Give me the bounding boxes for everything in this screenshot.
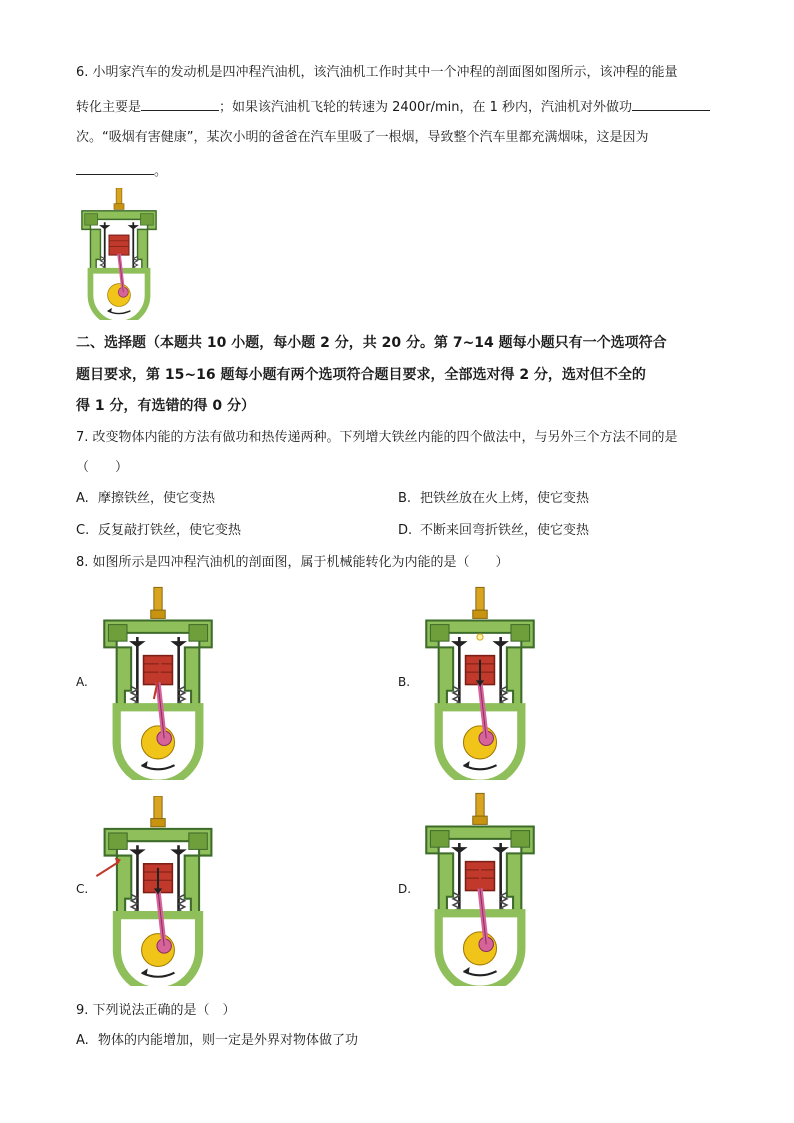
q8-engine-c[interactable] [96, 796, 220, 986]
q7-option-d[interactable] [398, 521, 589, 541]
q6-line1: 6. 小明家汽车的发动机是四冲程汽油机，该汽油机工作时其中一个冲程的剖面图如图所示，该冲程的能量 [76, 65, 678, 80]
q8-engine-b[interactable] [418, 586, 542, 780]
q7-option-a-letter: A. [76, 491, 89, 506]
q7-option-c-text: 反复敲打铁丝，使它变热 [98, 523, 242, 538]
q7-option-b-letter: B. [398, 491, 412, 506]
q6-line3: 次。“吸烟有害健康”，某次小明的爸爸在汽车里吸了一根烟，导致整个汽车里都充满烟味，这是因为 [76, 130, 649, 145]
section2-line2: 题目要求，第 15~16 题每小题有两个选项符合题目要求，全部选对得 2 分，选对但不全的 [76, 367, 646, 383]
q6-line2-a: 转化主要是 [76, 100, 142, 115]
q7-option-d-letter: D. [398, 523, 413, 538]
q7-option-b-text: 把铁丝放在火上烤，使它变热 [420, 491, 590, 506]
q7-option-c-letter: C. [76, 523, 90, 538]
q6-line4-end: 。 [154, 164, 168, 179]
q7-option-b[interactable] [398, 489, 589, 509]
q6-line4 [76, 160, 167, 182]
q9-option-a-text: 物体的内能增加，则一定是外界对物体做了功 [98, 1033, 359, 1048]
q6-blank1[interactable] [141, 96, 219, 111]
q8-label-a[interactable]: A. [76, 675, 88, 689]
q6-line2 [76, 96, 710, 118]
q6-blank2[interactable] [632, 96, 710, 111]
q8-label-c[interactable]: C. [76, 882, 89, 896]
q8-label-b[interactable]: B. [398, 675, 411, 689]
q8-label-d[interactable]: D. [398, 882, 412, 896]
q7-option-a[interactable] [76, 489, 215, 509]
section2-line1: 二、选择题（本题共 10 小题，每小题 2 分，共 20 分。第 7~14 题每小题只有一个选项符合 [76, 335, 667, 351]
q7-option-a-text: 摩擦铁丝，使它变热 [98, 491, 216, 506]
q6-line2-b: ；如果该汽油机飞轮的转速为 2400r/min，在 1 秒内，汽油机对外做功 [219, 100, 633, 115]
q7-option-d-text: 不断来回弯折铁丝，使它变热 [420, 523, 590, 538]
q7-option-c[interactable] [76, 521, 241, 541]
q9-option-a[interactable] [76, 1031, 358, 1051]
q6-engine-figure [74, 188, 164, 320]
q9-option-a-letter: A. [76, 1033, 89, 1048]
section2-line3: 得 1 分，有选错的得 0 分） [76, 398, 255, 414]
q9-stem: 9. 下列说法正确的是（ ） [76, 1003, 236, 1018]
q8-engine-a[interactable] [96, 586, 220, 780]
q7-stem: 7. 改变物体内能的方法有做功和热传递两种。下列增大铁丝内能的四个做法中，与另外三个方法不同的是 [76, 430, 678, 445]
q8-engine-d[interactable] [418, 792, 542, 986]
q6-blank3[interactable] [76, 160, 154, 175]
q7-paren: （ ） [76, 460, 129, 475]
q8-stem: 8. 如图所示是四冲程汽油机的剖面图，属于机械能转化为内能的是（ ） [76, 555, 509, 570]
